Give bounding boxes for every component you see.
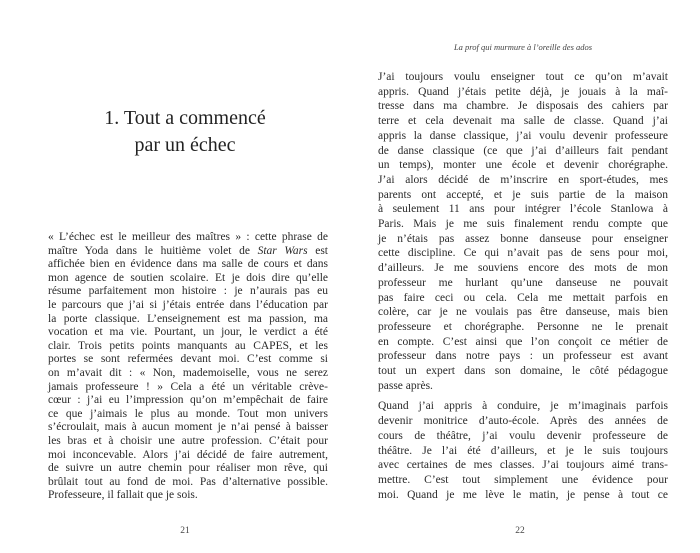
text-line: un temps), monter une école et devenir chorégraphe.: [378, 159, 668, 172]
text-line: cours de théâtre, j’ai voulu devenir professeure de: [378, 429, 668, 442]
text-line: parents ont accepté, et je suis partie de la maison: [378, 188, 668, 201]
text-line: J’ai toujours voulu enseigner tout ce qu’on m’avait: [378, 71, 668, 83]
text-line: [48, 245, 328, 259]
paragraph: [378, 70, 668, 393]
text-line: mettre. C’est tout simplement une évidence pour: [378, 473, 668, 486]
text-line: « L’échec est le meilleur des maîtres » : cette phrase de: [48, 231, 328, 243]
text-line: avec certaines de mes classes. J’ai toujours aimé trans-: [378, 459, 668, 472]
right-body-text: [378, 70, 668, 502]
film-title: Star Wars: [257, 244, 308, 257]
text-line: la porte classique. L’enseignement est ma passion, ma: [48, 312, 328, 325]
chapter-title-line: 1. Tout a commencé: [104, 107, 266, 129]
chapter-title: [40, 105, 330, 159]
right-page: [350, 0, 700, 553]
text-line: résume parfaitement mon histoire : je n’aurais pas eu: [48, 285, 328, 298]
text-line: J’ai alors décidé de m’inscrire en sport-études, mes: [378, 173, 668, 186]
chapter-title-line: par un échec: [134, 134, 236, 156]
text-line: clair. Trois petits points manquants au CAPES, et les: [48, 339, 328, 352]
text-line: Quand j’ai appris à conduire, je m’imaginais parfois: [378, 400, 668, 413]
paragraph: [48, 231, 328, 503]
page-number: 22: [515, 526, 525, 536]
text-line: tout un expert dans son domaine, le côté pédagogue: [378, 365, 668, 378]
text-segment: maître Yoda dans le huitième volet de: [48, 244, 258, 257]
text-line: Paris. Mais je me suis finalement rendu compte que: [378, 218, 668, 231]
page-number: 21: [180, 526, 190, 536]
text-line: cette discipline. Ce qui n’avait pas de sens pour moi,: [378, 247, 668, 260]
text-line: professeur me hurlant qu’une danseuse ne pouvait: [378, 276, 668, 289]
text-line: appris. Quand j’étais petite déjà, je jouais à la maî-: [378, 85, 668, 98]
text-line: théâtre. Je l’ai été d’ailleurs, et je le suis toujours: [378, 444, 668, 457]
text-line: de danse classique (ce que j’ai d’ailleurs fait pendant: [378, 144, 668, 157]
text-line: ce que j’aimais le plus au monde. Tout mon univers: [48, 407, 328, 420]
text-line: professeur dans notre pays : un professeur est avant: [378, 350, 668, 363]
text-line: professeure et chorégraphe. Personne ne le prenait: [378, 320, 668, 333]
text-line: de suivre un autre chemin pour réaliser mon rêve, qui: [48, 462, 328, 475]
text-line: cœur : j’ai eu l’impression qu’on m’empêchait de faire: [48, 394, 328, 407]
text-line: moi inconcevable. Alors j’ai décidé de faire autrement,: [48, 448, 328, 461]
left-body-text: [48, 231, 328, 503]
text-line: devenir monitrice d’auto-école. Après des années de: [378, 415, 668, 428]
text-line: les bras et à choisir une autre profession. C’était pour: [48, 434, 328, 447]
text-line: je n’étais pas assez bonne danseuse pour enseigner: [378, 232, 668, 245]
text-line: le parcours que j’ai si j’étais entrée dans l’éducation par: [48, 298, 328, 311]
text-segment: est: [307, 244, 328, 257]
text-line: affichée bien en évidence dans ma salle de cours et dans: [48, 258, 328, 271]
text-line: pas faire ceci ou cela. Cela me mettait parfois en: [378, 291, 668, 304]
text-line: Professeure, il fallait que je sois.: [48, 489, 198, 502]
text-line: d’ailleurs. Je me souviens encore des mots de mon: [378, 262, 668, 275]
text-line: à seulement 11 ans pour intégrer l’école Stanlowa à: [378, 203, 668, 216]
text-line: vocation et ma vie. Pourtant, un jour, le verdict a été: [48, 326, 328, 339]
text-line: brûlait tout au fond de moi. Pas d’alternative possible.: [48, 475, 328, 488]
text-line: portes se sont refermées devant moi. C’est comme si: [48, 353, 328, 366]
text-line: tresse dans ma chambre. Je disposais des cahiers par: [378, 100, 668, 113]
paragraph: [378, 399, 668, 502]
text-line: jamais professeure ! » Cela a été un véritable crève-: [48, 380, 328, 393]
text-line: colère, car je ne voulais pas être danseuse, mais bien: [378, 306, 668, 319]
text-line: moi. Quand je me lève le matin, je pense à tout ce: [378, 488, 668, 501]
text-line: appris la danse classique, j’ai voulu devenir professeure: [378, 129, 668, 142]
text-line: on m’avait dit : « Non, mademoiselle, vous ne serez: [48, 366, 328, 379]
text-line: terre et cela devenait ma salle de classe. Quand j’ai: [378, 115, 668, 128]
text-line: s’écroulait, mais à aucun moment je n’ai pensé à baisser: [48, 421, 328, 434]
text-line: mon agence de soutien scolaire. Et je dois dire qu’elle: [48, 271, 328, 284]
running-header: La prof qui murmure à l’oreille des ados: [453, 42, 593, 52]
text-line: passe après.: [378, 379, 433, 392]
text-line: en compte. C’est ainsi que l’on conçoit ce métier de: [378, 335, 668, 348]
